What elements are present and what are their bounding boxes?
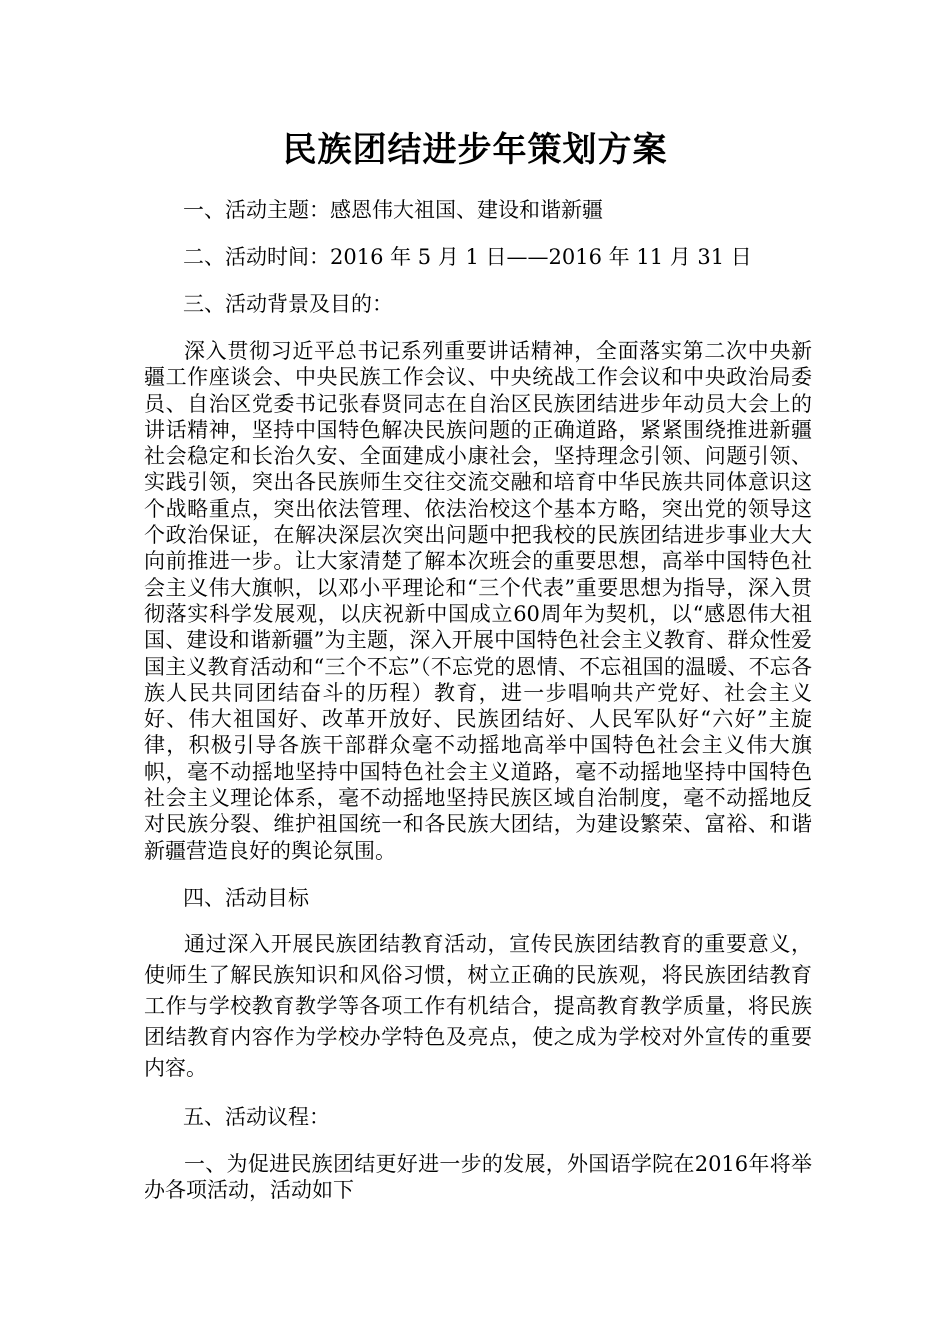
agenda-heading: 五、活动议程： bbox=[183, 1105, 330, 1129]
goal-heading: 四、活动目标 bbox=[183, 886, 309, 910]
document-title: 民族团结进步年策划方案 bbox=[282, 130, 668, 170]
background-heading: 三、活动背景及目的： bbox=[183, 292, 393, 316]
agenda-paragraph: 一、为促进民族团结更好进一步的发展，外国语学院在2016年将举办各项活动，活动如下 bbox=[144, 1152, 812, 1203]
goal-paragraph: 通过深入开展民族团结教育活动，宣传民族团结教育的重要意义，使师生了解民族知识和风俗习惯，树立正确的民族观，将民族团结教育工作与学校教育教学等各项工作有机结合，提高教育教学质量，将民族团结教育内容作为学校办学特色及亮点，使之成为学校对外宣传的重要内容。 bbox=[144, 932, 812, 1080]
activity-theme-line: 一、活动主题：感恩伟大祖国、建设和谐新疆 bbox=[183, 198, 603, 222]
background-paragraph: 深入贯彻习近平总书记系列重要讲话精神，全面落实第二次中央新疆工作座谈会、中央民族工作会议、中央统战工作会议和中央政治局委员、自治区党委书记张春贤同志在自治区民族团结进步年动员大会上的讲话精神，坚持中国特色解决民族问题的正确道路，紧紧围绕推进新疆社会稳定和长治久安、全面建成小康社会，坚持理念引领、问题引领、实践引领，突出各民族师生交往交流交融和培育中华民族共同体意识这个战略重点，突出依法管理、依法治校这个基本方略，突出党的领导这个政治保证，在解决深层次突出问题中把我校的民族团结进步事业大大向前推进一步。让大家清楚了解本次班会的重要思想，高举中国特色社会主义伟大旗帜，以邓小平理论和“三个代表”重要思想为指导，深入贯彻落实科学发展观，以庆祝新中国成立60周年为契机，以“感恩伟大祖国、建设和谐新疆”为主题，深入开展中国特色社会主义教育、群众性爱国主义教育活动和“三个不忘”（不忘党的恩情、不忘祖国的温暖、不忘各族人民共同团结奋斗的历程）教育，进一步唱响共产党好、社会主义好、伟大祖国好、改革开放好、民族团结好、人民军队好“六好”主旋律，积极引导各族干部群众毫不动摇地高举中国特色社会主义伟大旗帜，毫不动摇地坚持中国特色社会主义道路，毫不动摇地坚持中国特色社会主义理论体系，毫不动摇地坚持民族区域自治制度，毫不动摇地反对民族分裂、维护祖国统一和各民族大团结，为建设繁荣、富裕、和谐新疆营造良好的舆论氛围。 bbox=[144, 339, 812, 863]
activity-time-line: 二、活动时间：2016 年 5 月 1 日——2016 年 11 月 31 日 bbox=[183, 245, 752, 269]
